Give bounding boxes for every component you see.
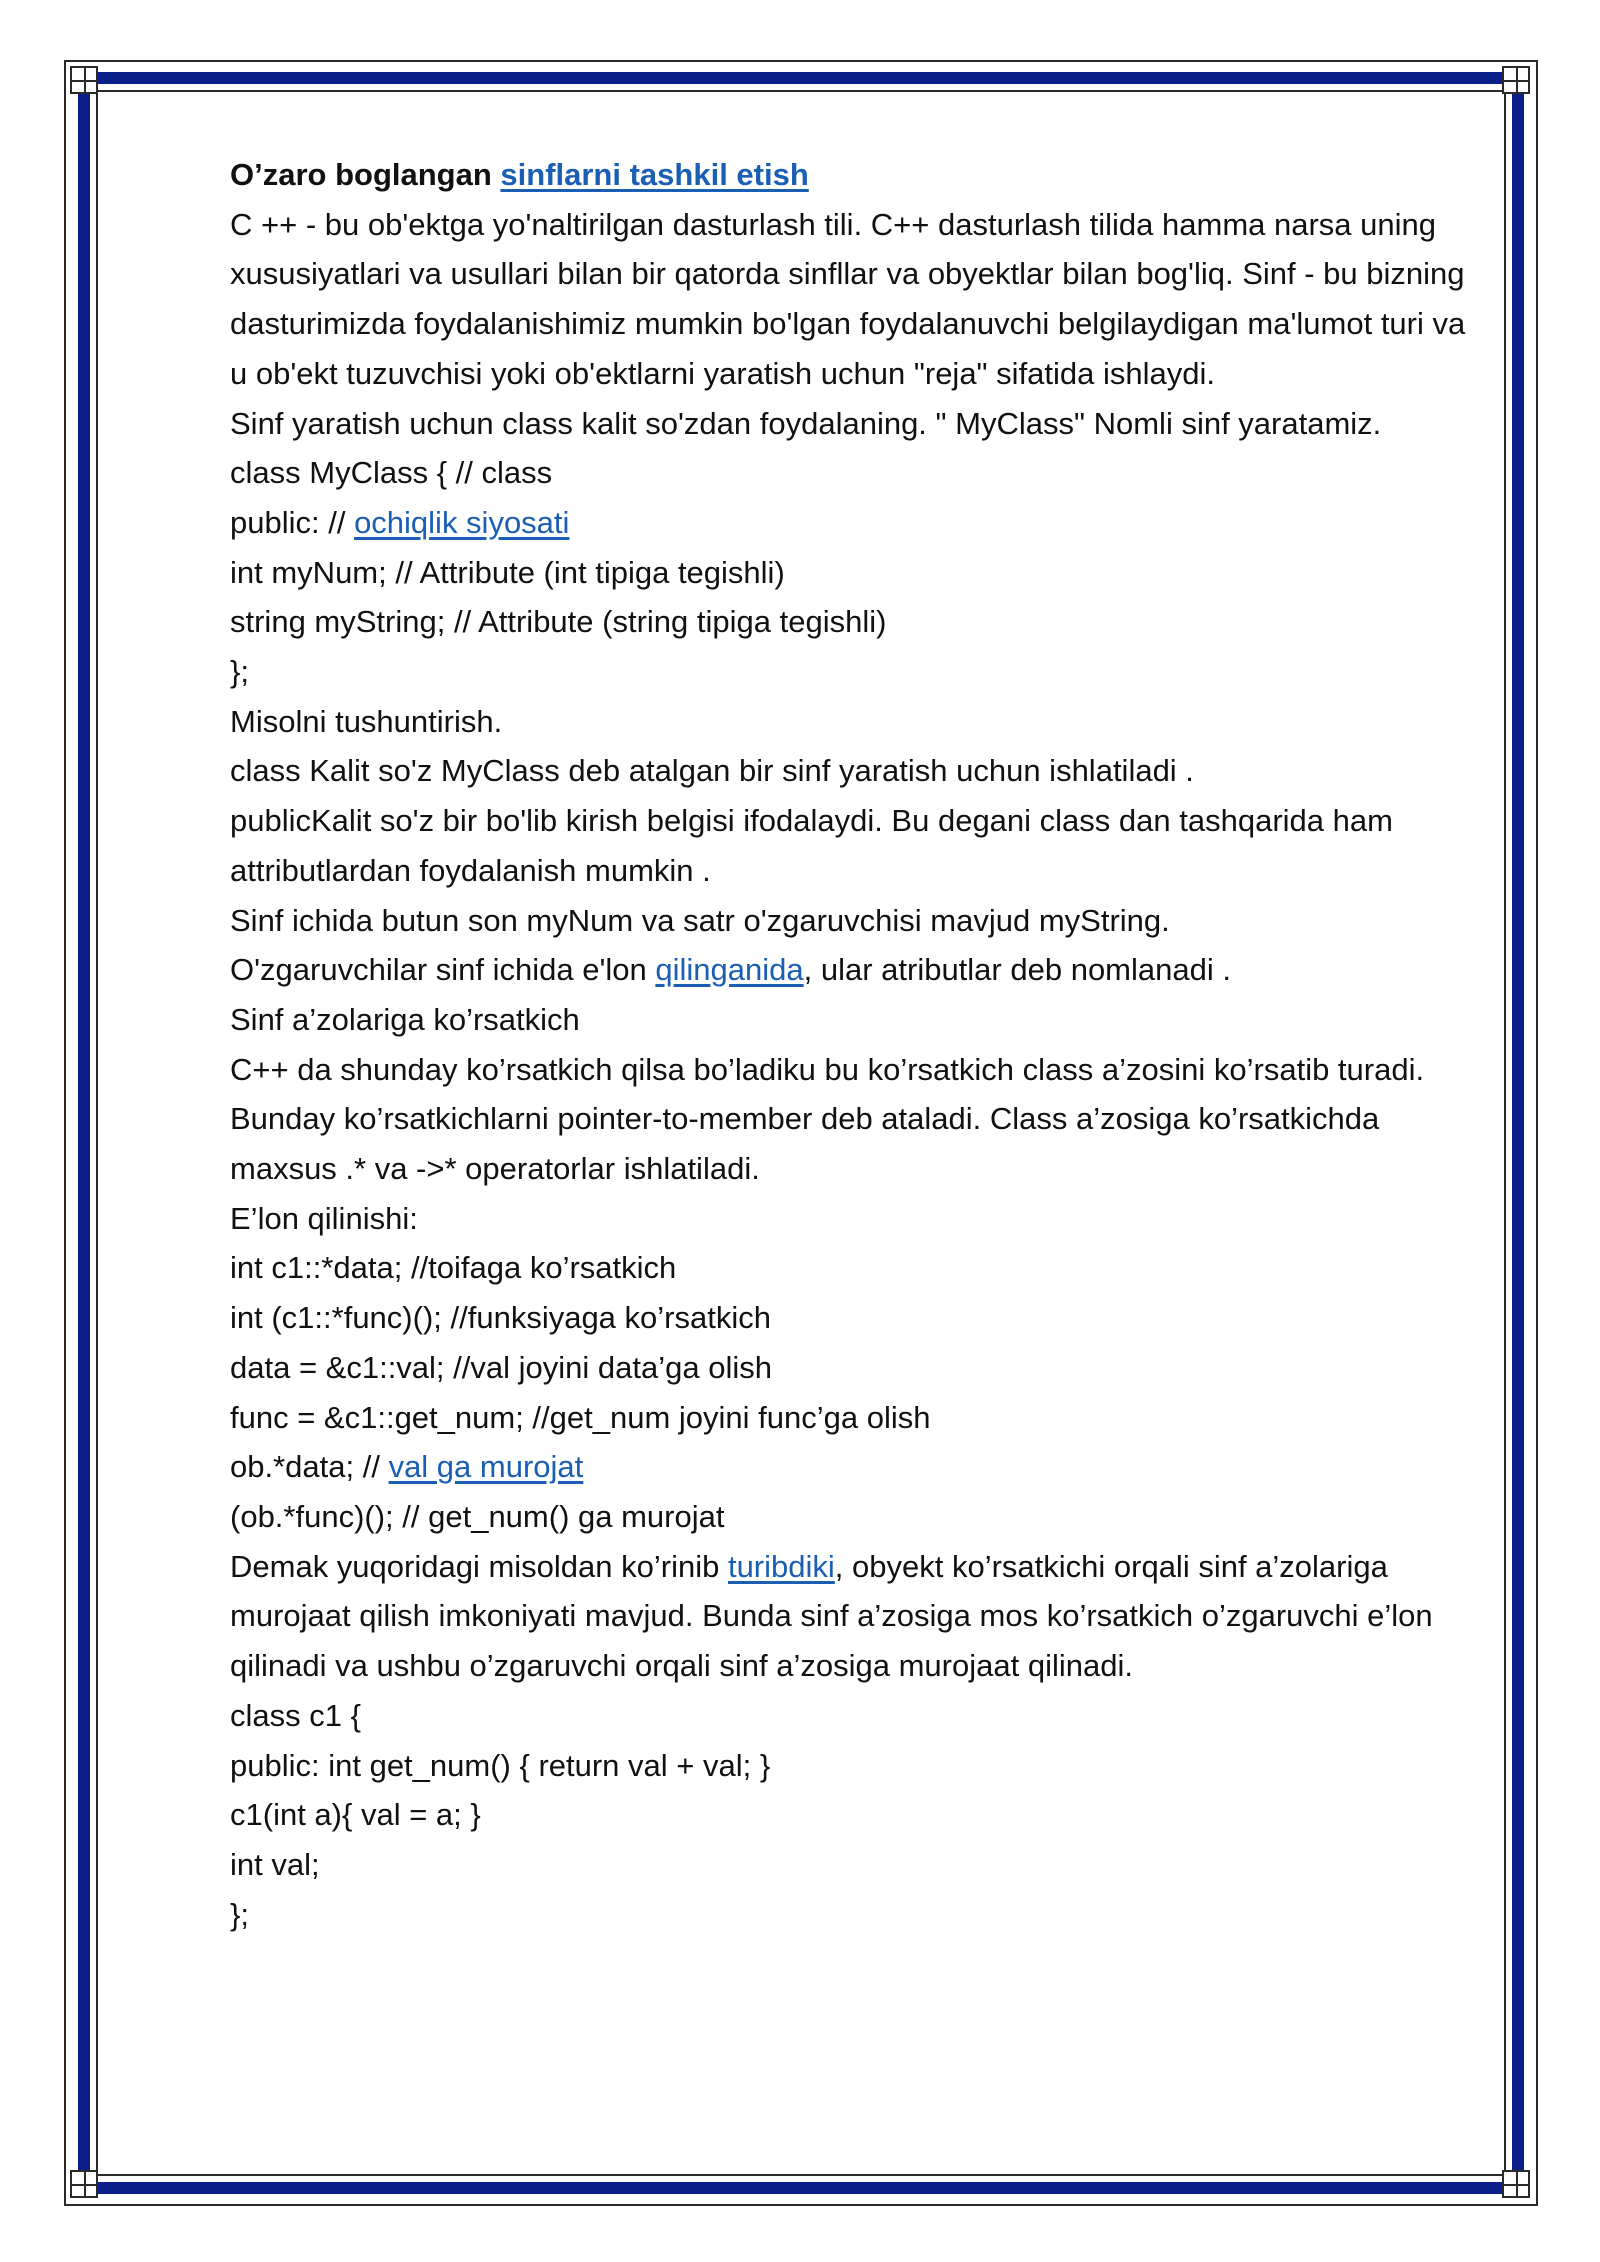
code-line [230, 498, 1480, 548]
title-link[interactable]: sinflarni tashkil etish [500, 157, 809, 192]
code-line: class c1 { [230, 1697, 361, 1733]
paragraph: Misolni tushuntirish. [230, 703, 503, 739]
border-corner-ornament [1502, 2170, 1530, 2198]
code-line: int (c1::*func)(); //funksiyaga ko’rsatkich [230, 1300, 771, 1336]
code-line: data = &c1::val; //val joyini data’ga olish [230, 1349, 772, 1385]
paragraph: class Kalit so'z MyClass deb atalgan bir sinf yaratish uchun ishlatiladi . [230, 753, 1194, 789]
paragraph [230, 1542, 1480, 1691]
paragraph-text: , obyekt ko’rsatkichi orqali sinf a’zolariga murojaat qilish imkoniyati mavjud. Bunda sinf a’zosiga mos ko’rsatkich o’zgaruvchi e’lon qilinadi va ushbu o’zgaruvchi orqali sinf a’zosiga murojaat qilinadi. [230, 1548, 1433, 1684]
code-line: public: int get_num() { return val + val; } [230, 1747, 771, 1783]
document-title [230, 150, 1480, 200]
code-line: class MyClass { // class [230, 455, 553, 491]
paragraph-text: O'zgaruvchilar sinf ichida e'lon [230, 952, 656, 988]
code-line: (ob.*func)(); // get_num() ga murojat [230, 1498, 725, 1534]
code-line: }; [230, 654, 249, 690]
border-corner-ornament [70, 66, 98, 94]
inline-link[interactable]: qilinganida [655, 952, 804, 988]
title-text: O’zaro boglangan [230, 157, 501, 192]
code-line: func = &c1::get_num; //get_num joyini func’ga olish [230, 1399, 931, 1435]
paragraph: C ++ - bu ob'ektga yo'naltirilgan dasturlash tili. C++ dasturlash tilida hamma narsa uning xususiyatlari va usullari bilan bir qatorda sinfllar va obyektlar bilan bog'liq. Sinf - bu bizning dasturimizda foydalanishimiz mumkin bo'lgan foydalanuvchi belgilaydigan ma'lumot turi va u ob'ekt tuzuvchisi yoki ob'ektlarni yaratish uchun "reja" sifatida ishlaydi. [230, 206, 1466, 391]
border-corner-ornament [1502, 66, 1530, 94]
code-line: int c1::*data; //toifaga ko’rsatkich [230, 1250, 677, 1286]
code-line: string myString; // Attribute (string tipiga tegishli) [230, 604, 887, 640]
code-line [230, 1442, 1480, 1492]
paragraph-text: Demak yuqoridagi misoldan ko’rinib [230, 1548, 728, 1584]
code-comment-link[interactable]: ochiqlik siyosati [354, 504, 570, 540]
code-line: c1(int a){ val = a; } [230, 1797, 481, 1833]
inline-link[interactable]: turibdiki [727, 1548, 835, 1584]
code-line: int myNum; // Attribute (int tipiga tegishli) [230, 554, 785, 590]
paragraph [230, 945, 1480, 995]
paragraph: publicKalit so'z bir bo'lib kirish belgisi ifodalaydi. Bu degani class dan tashqarida ham attributlardan foydalanish mumkin . [230, 803, 1393, 888]
paragraph: Sinf yaratish uchun class kalit so'zdan foydalaning. " MyClass" Nomli sinf yaratamiz. [230, 405, 1382, 441]
code-line: }; [230, 1896, 249, 1932]
paragraph: C++ da shunday ko’rsatkich qilsa bo’ladiku bu ko’rsatkich class a’zosini ko’rsatib turadi. Bunday ko’rsatkichlarni pointer-to-member deb ataladi. Class a’zosiga ko’rsatkichda maxsus .* va ->* operatorlar ishlatiladi. [230, 1051, 1425, 1187]
paragraph: Sinf ichida butun son myNum va satr o'zgaruvchisi mavjud myString. [230, 902, 1170, 938]
code-comment-link[interactable]: val ga murojat [388, 1449, 584, 1485]
code-line: int val; [230, 1846, 320, 1882]
section-heading: Sinf a’zolariga ko’rsatkich [230, 1001, 580, 1037]
code-text: public: // [230, 504, 355, 540]
document-body [230, 150, 1480, 1939]
paragraph: E’lon qilinishi: [230, 1200, 418, 1236]
paragraph-text: , ular atributlar deb nomlanadi . [803, 952, 1231, 988]
border-corner-ornament [70, 2170, 98, 2198]
code-text: ob.*data; // [230, 1449, 389, 1485]
